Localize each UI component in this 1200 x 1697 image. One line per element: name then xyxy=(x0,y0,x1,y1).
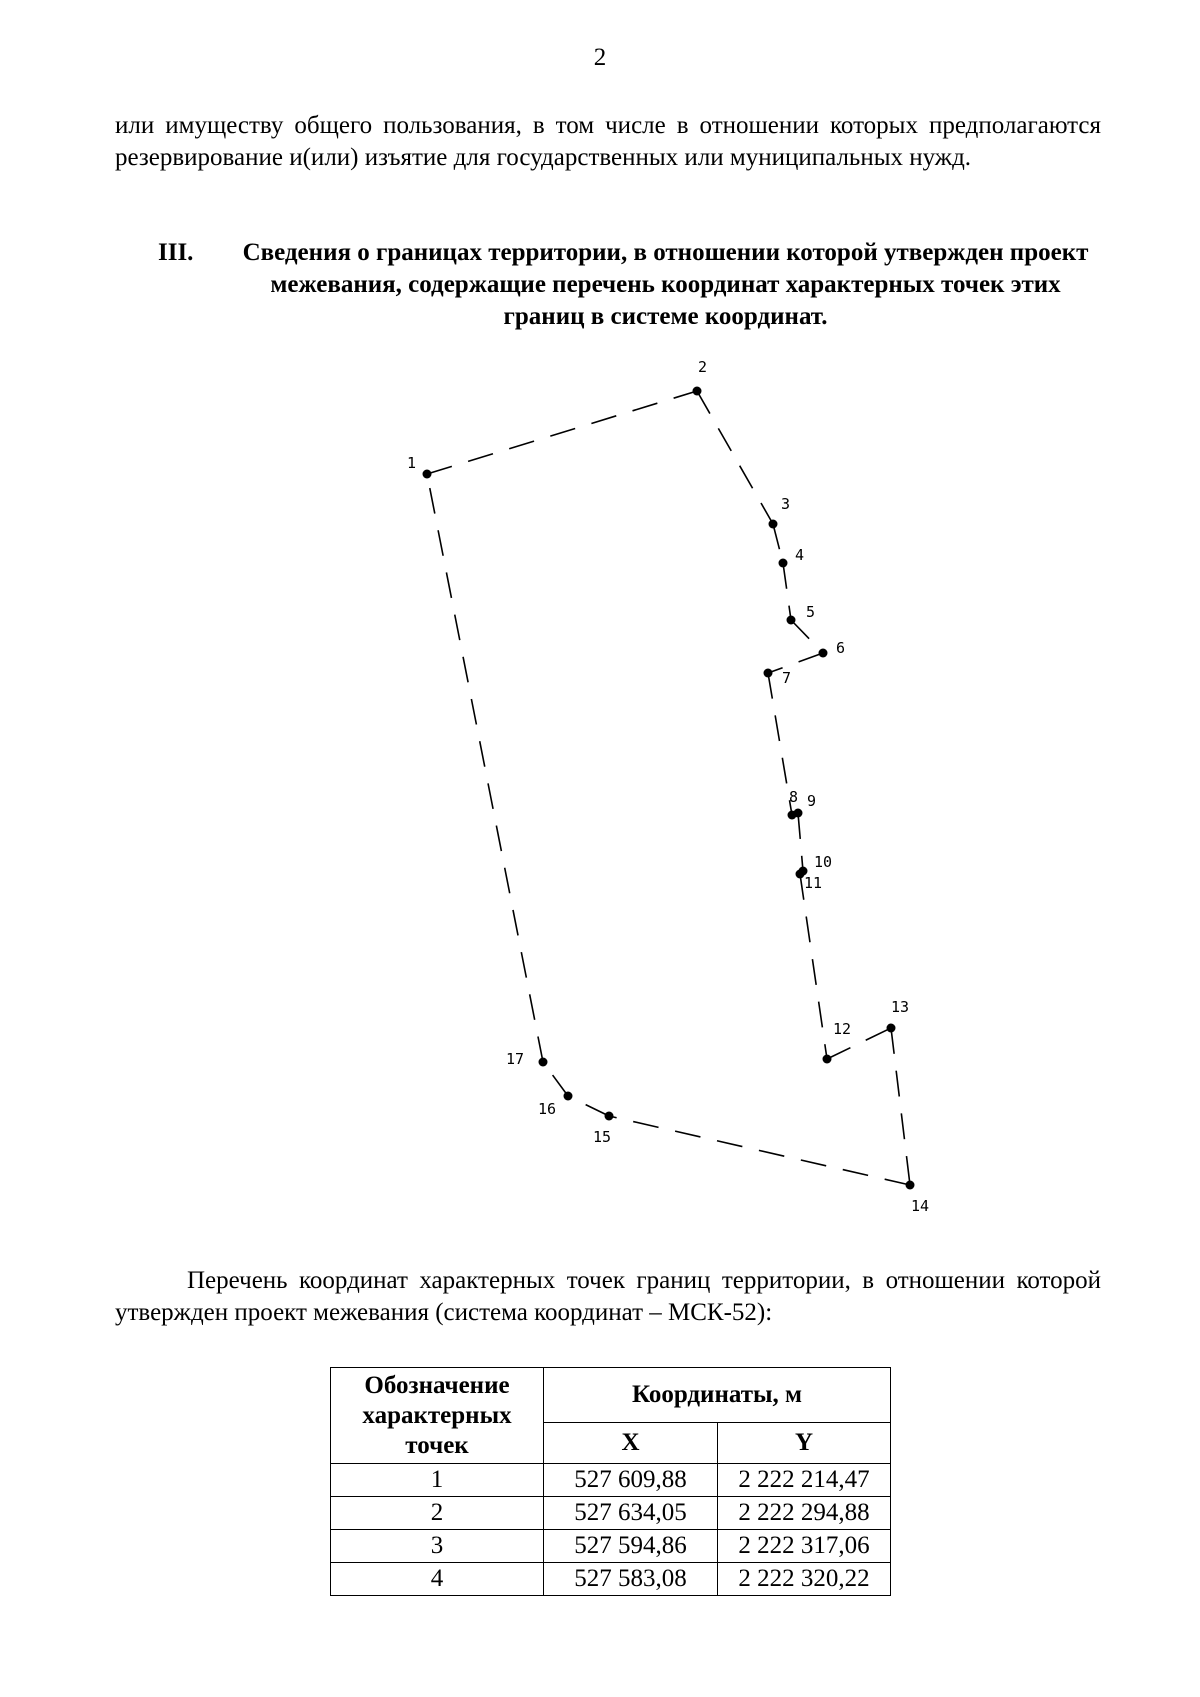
boundary-point xyxy=(564,1092,573,1101)
point-label: 12 xyxy=(833,1020,852,1038)
section-number: III. xyxy=(158,239,194,266)
boundary-point xyxy=(906,1181,915,1190)
boundary-segment xyxy=(427,391,697,474)
cell-point: 2 xyxy=(331,1497,544,1530)
boundary-segment xyxy=(891,1028,910,1185)
cell-y: 2 222 317,06 xyxy=(718,1530,891,1563)
cell-x: 527 583,08 xyxy=(544,1563,718,1596)
header-point-name: Обозначение характерных точек xyxy=(331,1368,544,1464)
point-label: 10 xyxy=(814,853,833,871)
boundary-point xyxy=(764,669,773,678)
boundary-segment xyxy=(427,474,543,1062)
boundary-point xyxy=(779,559,788,568)
point-label: 17 xyxy=(506,1050,525,1068)
boundary-point xyxy=(887,1024,896,1033)
cell-y: 2 222 294,88 xyxy=(718,1497,891,1530)
boundary-segment xyxy=(798,813,803,871)
point-label: 4 xyxy=(795,546,805,564)
cell-y: 2 222 320,22 xyxy=(718,1563,891,1596)
boundary-segment xyxy=(768,653,823,673)
boundary-segment xyxy=(783,563,791,620)
boundary-point xyxy=(769,520,778,529)
point-label: 1 xyxy=(407,454,417,472)
table-row xyxy=(331,1563,891,1596)
header-x: X xyxy=(544,1423,718,1464)
table-row xyxy=(331,1464,891,1497)
point-label: 14 xyxy=(911,1197,930,1215)
boundary-point xyxy=(539,1058,548,1067)
page-number: 2 xyxy=(593,44,607,71)
section-title: Сведения о границах территории, в отношении которой утвержден проект межевания, содержащие перечень координат характерных точек этих границ в системе координат. xyxy=(242,239,1089,330)
boundary-segment xyxy=(773,524,783,563)
boundary-point xyxy=(787,616,796,625)
cell-y: 2 222 214,47 xyxy=(718,1464,891,1497)
point-label: 8 xyxy=(789,788,799,806)
boundary-point xyxy=(819,649,828,658)
intro-paragraph: или имуществу общего пользования, в том числе в отношении которых предполагаются резервирование и(или) изъятие для государственных или муниципальных нужд. xyxy=(115,112,1101,171)
header-y: Y xyxy=(718,1423,891,1464)
point-label: 9 xyxy=(807,792,817,810)
point-label: 2 xyxy=(698,358,708,376)
cell-x: 527 609,88 xyxy=(544,1464,718,1497)
boundary-point xyxy=(794,809,803,818)
boundary-segment xyxy=(543,1062,568,1096)
list-paragraph: Перечень координат характерных точек границ территории, в отношении которой утвержден проект межевания (система координат – МСК-52): xyxy=(115,1267,1101,1326)
boundary-segment xyxy=(791,620,823,653)
header-coordinates: Координаты, м xyxy=(544,1368,891,1423)
coordinates-table xyxy=(330,1367,891,1596)
table-row xyxy=(331,1497,891,1530)
point-label: 7 xyxy=(782,669,792,687)
point-label: 13 xyxy=(891,998,910,1016)
cell-x: 527 634,05 xyxy=(544,1497,718,1530)
boundary-segment xyxy=(609,1116,910,1185)
cell-point: 1 xyxy=(331,1464,544,1497)
boundary-segment xyxy=(697,391,773,524)
cell-point: 4 xyxy=(331,1563,544,1596)
boundary-points xyxy=(423,387,915,1190)
point-labels xyxy=(407,358,929,1215)
point-label: 6 xyxy=(836,639,846,657)
boundary-segment xyxy=(568,1096,609,1116)
point-label: 11 xyxy=(804,874,823,892)
boundary-segment xyxy=(800,874,827,1059)
point-label: 5 xyxy=(806,603,816,621)
cell-point: 3 xyxy=(331,1530,544,1563)
point-label: 3 xyxy=(781,495,791,513)
boundary-point xyxy=(423,470,432,479)
point-label: 16 xyxy=(538,1100,557,1118)
boundary-point xyxy=(605,1112,614,1121)
cell-x: 527 594,86 xyxy=(544,1530,718,1563)
point-label: 15 xyxy=(593,1128,612,1146)
boundary-lines xyxy=(427,391,910,1185)
boundary-point xyxy=(823,1055,832,1064)
boundary-point xyxy=(693,387,702,396)
table-row xyxy=(331,1530,891,1563)
